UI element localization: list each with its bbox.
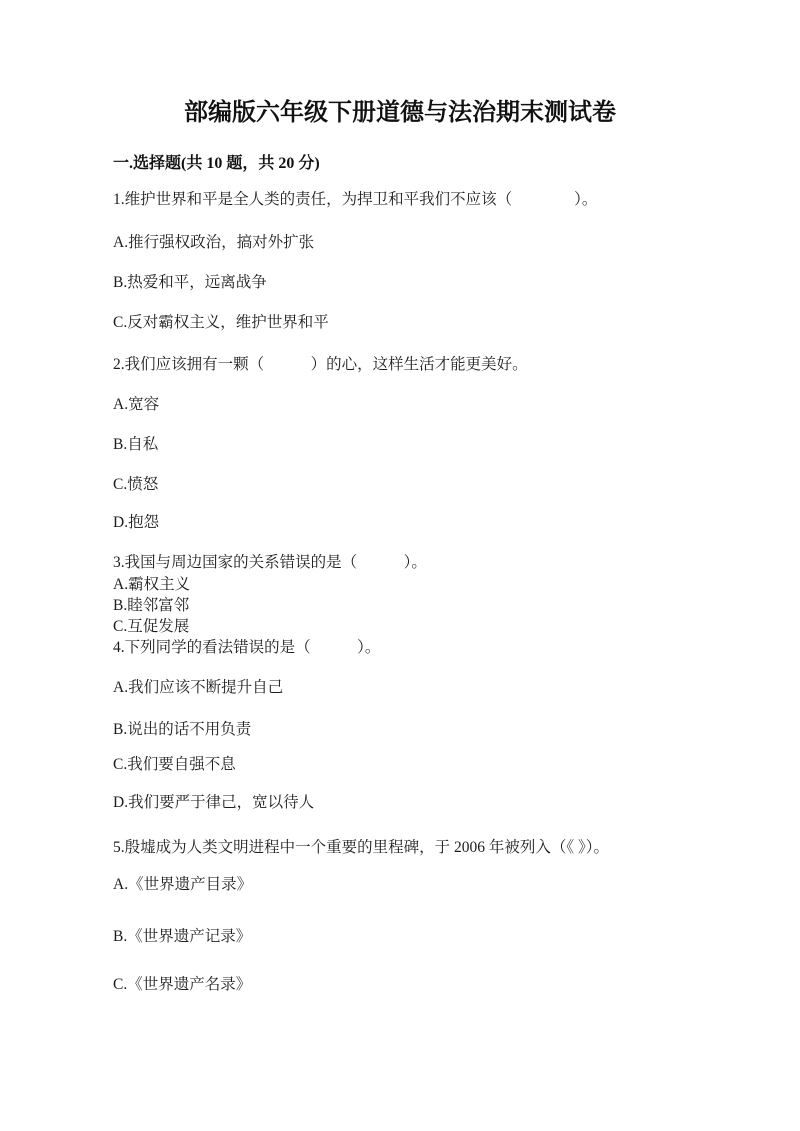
question-4: [0, 638, 800, 813]
question-2-option-b: B.自私: [113, 436, 159, 453]
question-3-option-c: C.互促发展: [113, 618, 190, 635]
question-5-option-a: A.《世界遗产目录》: [113, 876, 253, 893]
question-3-option-a: A.霸权主义: [113, 576, 191, 593]
question-2-option-c: C.愤怒: [113, 476, 159, 493]
question-1-option-b: B.热爱和平，远离战争: [113, 274, 267, 291]
question-4-option-c: C.我们要自强不息: [113, 756, 236, 773]
question-1-option-c: C.反对霸权主义，维护世界和平: [113, 314, 329, 331]
question-2-stem: 2.我们应该拥有一颗（ ）的心，这样生活才能更美好。: [113, 356, 528, 373]
question-5: [0, 838, 800, 995]
question-4-option-b: B.说出的话不用负责: [113, 721, 252, 738]
question-2: [0, 355, 800, 533]
question-1-option-a: A.推行强权政治，搞对外扩张: [113, 234, 315, 251]
question-2-option-a: A.宽容: [113, 396, 160, 413]
question-3: [0, 553, 800, 637]
question-4-option-a: A.我们应该不断提升自己: [113, 679, 284, 696]
question-5-option-c: C.《世界遗产名录》: [113, 976, 252, 993]
question-5-option-b: B.《世界遗产记录》: [113, 928, 252, 945]
question-3-option-b: B.睦邻富邻: [113, 597, 190, 614]
question-1: [0, 190, 800, 333]
question-1-stem: 1.维护世界和平是全人类的责任，为捍卫和平我们不应该（ ）。: [113, 191, 598, 208]
section-heading: 一.选择题(共 10 题，共 20 分): [113, 155, 320, 172]
question-5-stem: 5.殷墟成为人类文明进程中一个重要的里程碑，于 2006 年被列入（《 》）。: [113, 839, 610, 856]
question-4-option-d: D.我们要严于律己，宽以待人: [113, 794, 315, 811]
question-2-option-d: D.抱怨: [113, 514, 160, 531]
question-4-stem: 4.下列同学的看法错误的是（ ）。: [113, 639, 381, 656]
document-title: 部编版六年级下册道德与法治期末测试卷: [184, 100, 616, 126]
question-3-stem: 3.我国与周边国家的关系错误的是（ ）。: [113, 554, 427, 571]
